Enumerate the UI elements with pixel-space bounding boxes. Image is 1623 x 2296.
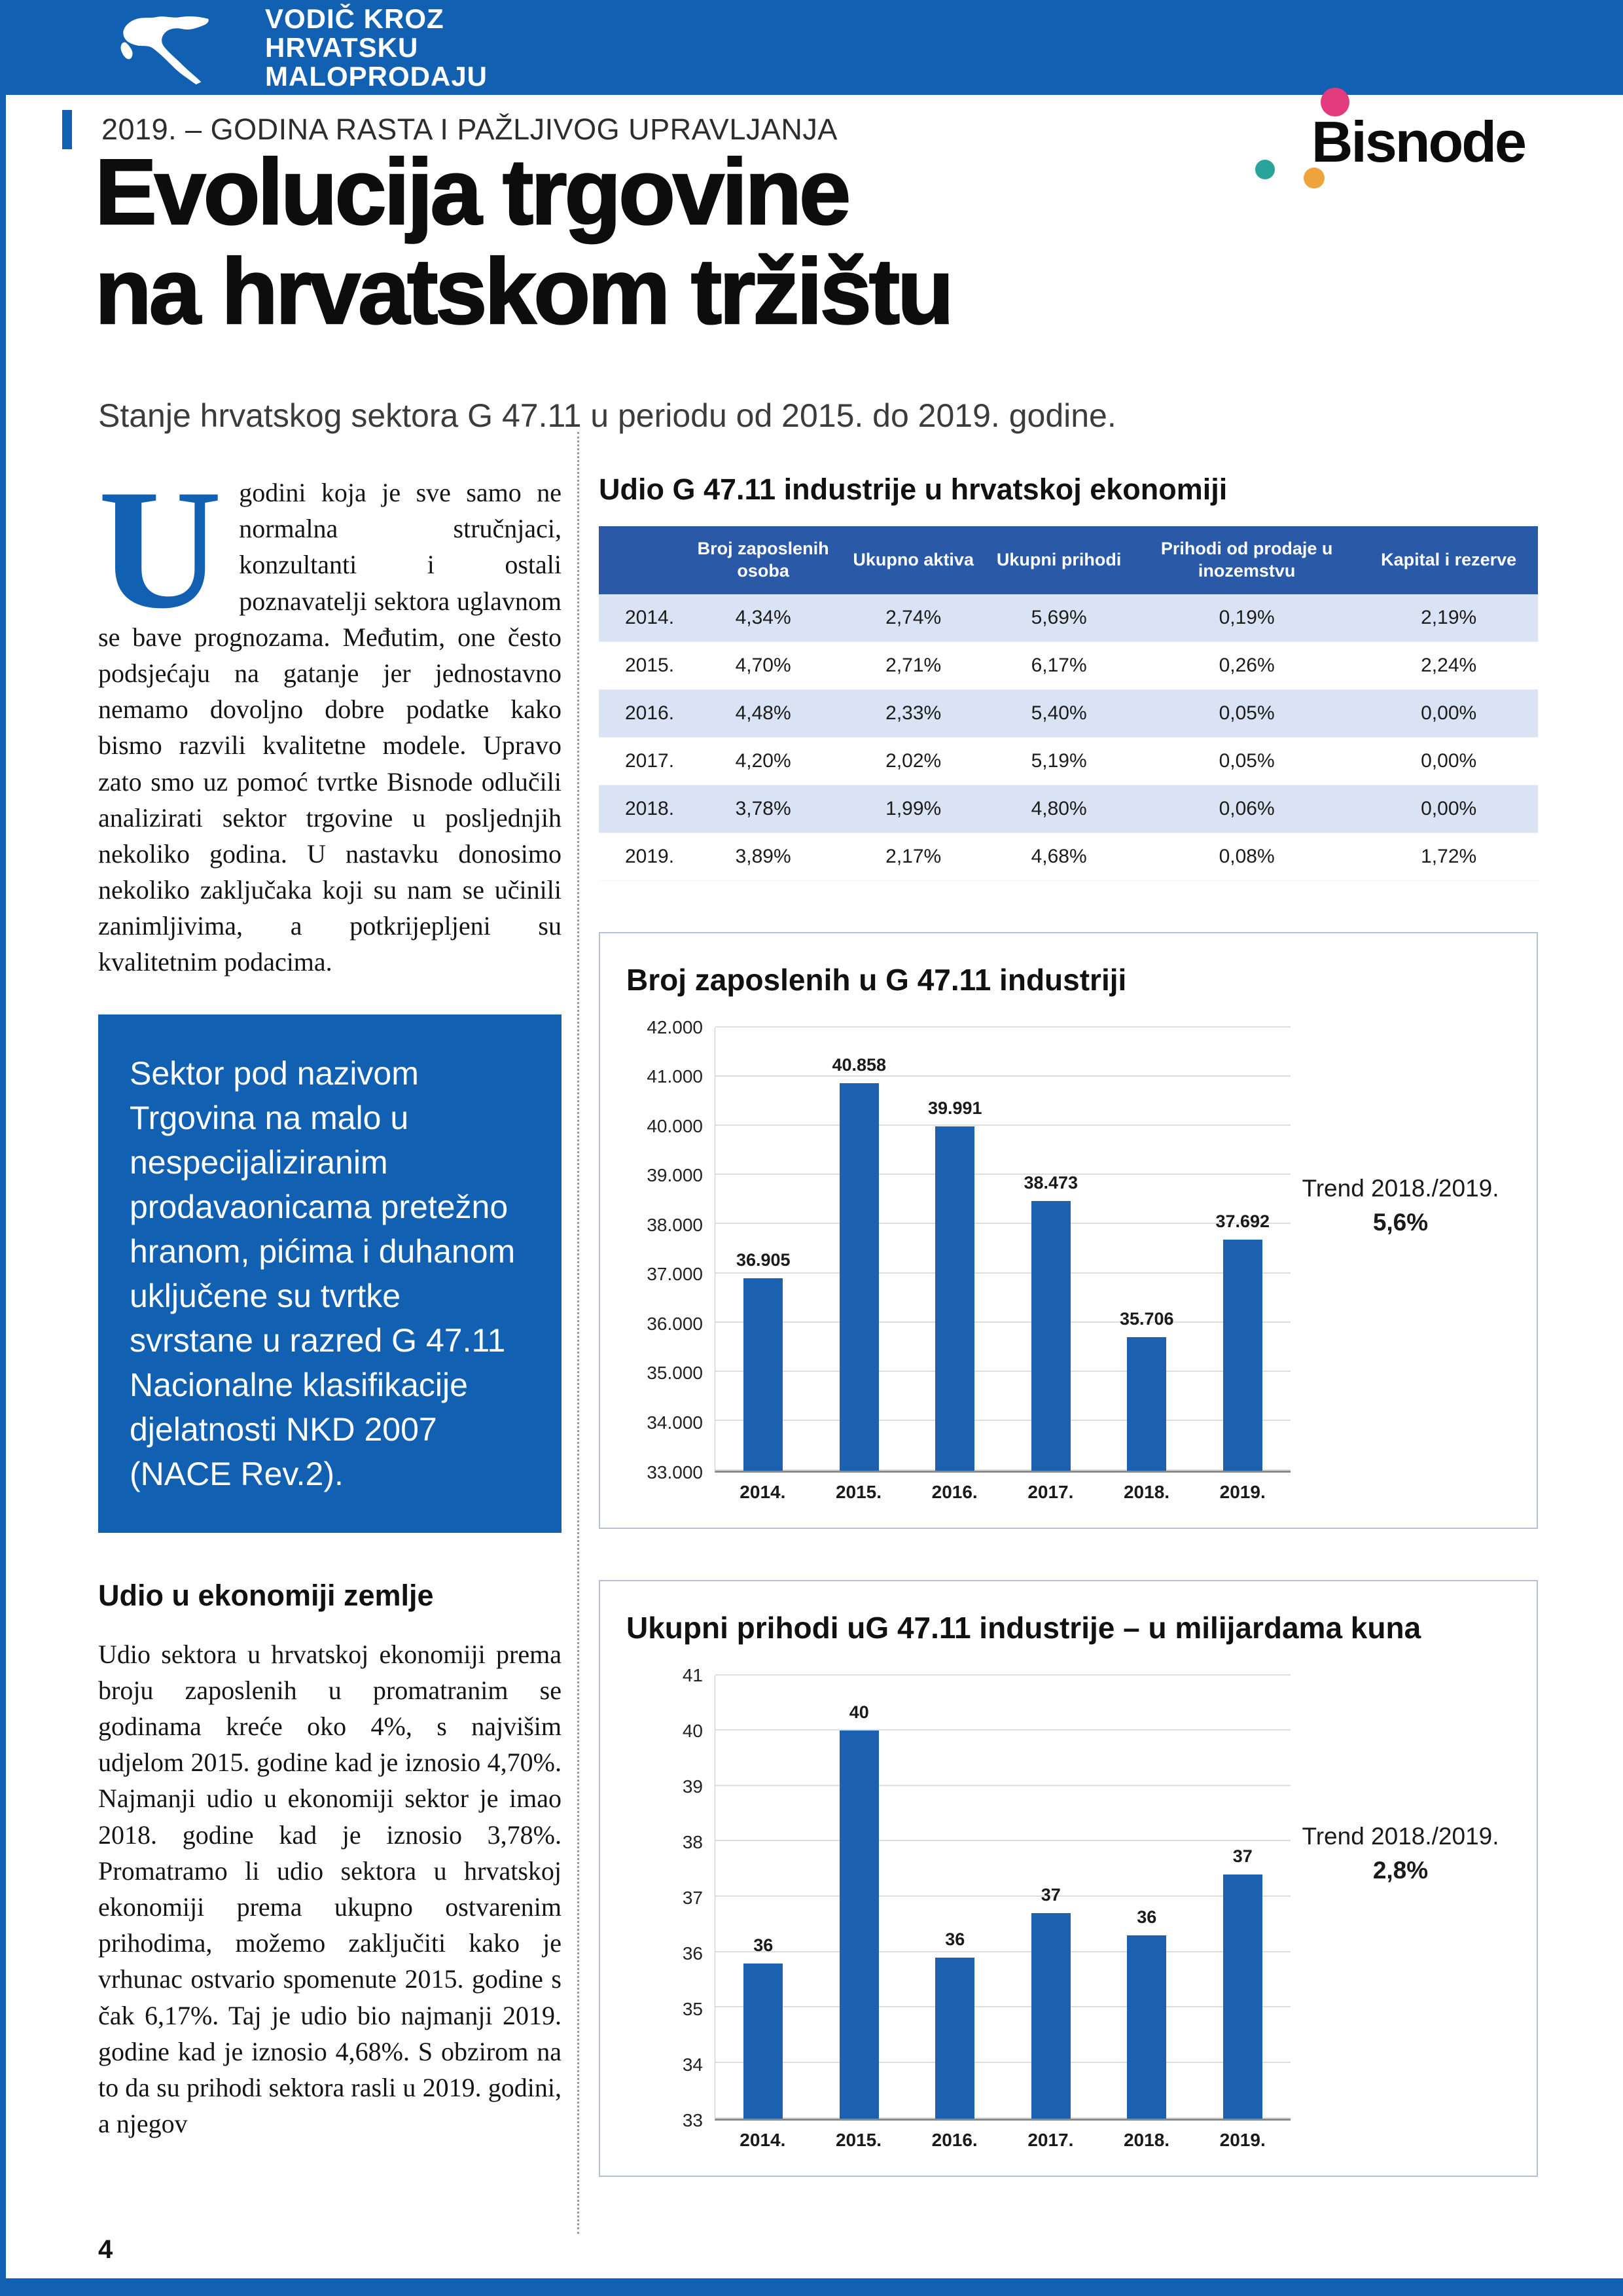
plot-column [715,1676,1291,2151]
x-tick-label: 2014. [740,2129,786,2150]
bar-value-label: 40 [849,1702,869,1723]
column-header [599,526,683,594]
bar [1031,1201,1071,1471]
row-value: 2,24% [1359,641,1538,689]
plot-area [715,1028,1291,1473]
row-value: 0,00% [1359,737,1538,785]
bar-value-label: 36 [753,1935,774,1955]
row-value: 0,26% [1134,641,1359,689]
kicker-text: 2019. – GODINA RASTA I PAŽLJIVOG UPRAVLJANJA [101,113,838,146]
row-year: 2017. [599,737,683,785]
row-value: 2,19% [1359,594,1538,642]
bar [840,1083,879,1470]
x-tick-label: 2019. [1219,2129,1266,2150]
column-header: Ukupno aktiva [843,526,984,594]
row-value: 4,80% [984,785,1134,833]
row-value: 3,78% [683,785,843,833]
table-title: Udio G 47.11 industrije u hrvatskoj ekonomiji [599,473,1228,506]
y-tick-label: 41 [682,1664,703,1685]
y-tick-label: 33.000 [647,1462,703,1482]
bar [935,1958,974,2118]
y-tick-label: 34.000 [647,1412,703,1433]
bars [715,1028,1291,1471]
croatia-map-icon [92,9,236,87]
column-header: Kapital i rezerve [1359,526,1538,594]
row-value: 5,19% [984,737,1134,785]
bisnode-logo [1185,98,1525,183]
x-tick-label: 2014. [740,1481,786,1502]
trend-annotation [1291,1028,1510,1503]
x-tick-label: 2019. [1219,1481,1266,1502]
bar [1223,1874,1262,2118]
row-value: 0,08% [1134,833,1359,880]
row-value: 3,89% [683,833,843,880]
row-value: 2,17% [843,833,984,880]
bar-slot [1099,1028,1195,1471]
left-column [98,454,562,2142]
bar-slot [907,1676,1003,2119]
y-tick-label: 38.000 [647,1214,703,1235]
y-tick-label: 36.000 [647,1313,703,1334]
row-value: 0,05% [1134,689,1359,737]
masthead-line-1: VODIČ KROZ [265,3,444,34]
y-tick-label: 36 [682,1943,703,1964]
bar-slot [715,1028,812,1471]
column-divider [577,432,579,2234]
intro-text: godini koja je sve samo ne normalna stručnjaci, konzultanti i ostali poznavatelji sektora uglavnom se bave prognozama. Međutim, one često podsjećaju na gatanje jer jednostavno nemamo dovoljno dobre podatke kako bismo razvili kvalitetne modele. Upravo zato smo uz pomoć tvrtke Bisnode odlučili analizirati sektor trgovine u posljednjih nekoliko godina. U nastavku donosimo nekoliko zaključaka koji su nam se učinili zanimljivima, a potkrijepljeni su kvalitetnim podacima. [98,478,562,977]
chart-title: Broj zaposlenih u G 47.11 industriji [626,962,1127,997]
y-tick-label: 34 [682,2054,703,2075]
table-body [599,594,1538,881]
row-value: 4,70% [683,641,843,689]
bar [1031,1913,1071,2118]
bar-value-label: 36 [1137,1907,1157,1928]
trend-value: 2,8% [1372,1856,1429,1884]
row-value: 2,02% [843,737,984,785]
chart-area [626,1664,1510,2151]
page-title [95,140,952,344]
brand-dot-teal-icon [1255,160,1275,179]
trend-label: Trend 2018./2019. [1302,1822,1499,1850]
y-tick-label: 40.000 [647,1115,703,1136]
x-axis [715,1482,1291,1503]
standfirst: Stanje hrvatskog sektora G 47.11 u periodu od 2015. do 2019. godine. [98,397,1116,434]
table-row [599,833,1538,880]
bar [743,1278,783,1471]
row-value: 4,48% [683,689,843,737]
row-value: 2,33% [843,689,984,737]
masthead-title [265,5,488,91]
row-value: 2,71% [843,641,984,689]
chart-revenue [599,1580,1538,2177]
x-tick-label: 2018. [1123,1481,1170,1502]
table-row [599,737,1538,785]
bar-value-label: 37.692 [1215,1211,1270,1231]
y-tick-label: 35.000 [647,1363,703,1384]
plot-column [715,1028,1291,1503]
bar-value-label: 38.473 [1024,1172,1079,1193]
bar-value-label: 40.858 [832,1055,887,1075]
row-year: 2015. [599,641,683,689]
bar-value-label: 35.706 [1119,1308,1174,1329]
bar-slot [715,1676,812,2119]
bar [1127,1337,1166,1471]
bar-value-label: 36 [945,1929,965,1950]
chart-title: Ukupni prihodi uG 47.11 industrije – u milijardama kuna [626,1610,1421,1645]
row-year: 2014. [599,594,683,642]
bar-value-label: 39.991 [927,1098,982,1118]
bar [743,1964,783,2119]
page-number: 4 [98,2235,113,2264]
bar [1127,1935,1166,2118]
column-header: Prihodi od prodaje u inozemstvu [1134,526,1359,594]
plot-area [715,1676,1291,2121]
row-value: 0,06% [1134,785,1359,833]
x-tick-label: 2015. [835,2129,882,2150]
table-row [599,594,1538,642]
masthead-line-2: HRVATSKU [265,31,419,63]
bar-value-label: 37 [1232,1846,1253,1867]
bar [935,1126,974,1471]
bar-slot [1195,1676,1291,2119]
y-tick-label: 35 [682,1998,703,2019]
chart-employees [599,932,1538,1529]
x-tick-label: 2017. [1027,1481,1074,1502]
y-axis [626,1016,715,1482]
row-value: 1,72% [1359,833,1538,880]
y-tick-label: 42.000 [647,1016,703,1037]
row-value: 5,69% [984,594,1134,642]
brand-name: Bisnode [1311,109,1525,174]
bottom-rule [0,2278,1623,2296]
y-tick-label: 37.000 [647,1264,703,1285]
economy-share-table [599,526,1538,881]
section-paragraph: Udio sektora u hrvatskoj ekonomiji prema broju zaposlenih u promatranim se godinama kreće oko 4%, s najvišim udjelom 2015. godine kad je iznosio 4,70%. Najmanji udio u ekonomiji sektor je imao 2018. godine kad je iznosio 3,78%. Promatramo li udio sektora u hrvatskoj ekonomiji prema ukupno ostvarenim prihodima, možemo zaključiti kako je vrhunac ostvario spomenute 2015. godine s čak 6,17%. Taj je udio bio najmanji 2019. godine kad je iznosio 4,68%. S obzirom na to da su prihodi sektora rasli u 2019. godini, a njegov [98,1639,562,2139]
bar-slot [1003,1028,1099,1471]
table-row [599,785,1538,833]
kicker-tick [62,110,72,149]
bar-value-label: 37 [1041,1885,1061,1905]
right-column [599,473,1538,2177]
x-tick-label: 2016. [931,1481,978,1502]
x-axis [715,2130,1291,2151]
bar [840,1731,879,2118]
headline-line-1: Evolucija trgovine [95,140,849,244]
bar-slot [1003,1676,1099,2119]
row-year: 2018. [599,785,683,833]
chart-area [626,1016,1510,1503]
table-row [599,689,1538,737]
trend-annotation [1291,1676,1510,2151]
bar-slot [1195,1028,1291,1471]
dropcap: U [98,454,223,644]
y-tick-label: 37 [682,1887,703,1908]
row-value: 2,74% [843,594,984,642]
bar [1223,1240,1262,1471]
row-value: 5,40% [984,689,1134,737]
bar-value-label: 36.905 [736,1249,791,1270]
y-tick-label: 41.000 [647,1066,703,1087]
x-tick-label: 2017. [1027,2129,1074,2150]
row-value: 6,17% [984,641,1134,689]
y-axis [626,1664,715,2130]
bar-slot [1099,1676,1195,2119]
row-value: 4,68% [984,833,1134,880]
column-header: Broj zaposlenih osoba [683,526,843,594]
y-tick-label: 39 [682,1776,703,1797]
column-header: Ukupni prihodi [984,526,1134,594]
masthead [0,0,1623,95]
row-value: 0,00% [1359,785,1538,833]
headline-line-2: na hrvatskom tržištu [95,239,952,344]
table-header-row [599,526,1538,594]
row-value: 0,05% [1134,737,1359,785]
row-value: 4,20% [683,737,843,785]
row-value: 0,19% [1134,594,1359,642]
row-value: 4,34% [683,594,843,642]
y-tick-label: 39.000 [647,1165,703,1186]
left-edge-rule [0,95,6,2296]
callout-box: Sektor pod nazivom Trgovina na malo u nespecijaliziranim prodavaonicama pretežno hranom, pićima i duhanom uključene su tvrtke svrstane u razred G 47.11 Nacionalne klasifikacije djelatnosti NKD 2007 (NACE Rev.2). [98,1014,562,1533]
bar-slot [907,1028,1003,1471]
bars [715,1676,1291,2119]
section-heading: Udio u ekonomiji zemlje [98,1578,434,1612]
row-year: 2016. [599,689,683,737]
bar-slot [812,1676,908,2119]
y-tick-label: 33 [682,2109,703,2130]
trend-label: Trend 2018./2019. [1302,1174,1499,1202]
row-value: 1,99% [843,785,984,833]
table-row [599,641,1538,689]
intro-paragraph [98,454,562,980]
masthead-line-3: MALOPRODAJU [265,60,488,92]
bar-slot [812,1028,908,1471]
row-value: 0,00% [1359,689,1538,737]
x-tick-label: 2018. [1123,2129,1170,2150]
y-tick-label: 38 [682,1831,703,1852]
y-tick-label: 40 [682,1720,703,1741]
trend-value: 5,6% [1372,1208,1429,1236]
x-tick-label: 2016. [931,2129,978,2150]
x-tick-label: 2015. [835,1481,882,1502]
row-year: 2019. [599,833,683,880]
